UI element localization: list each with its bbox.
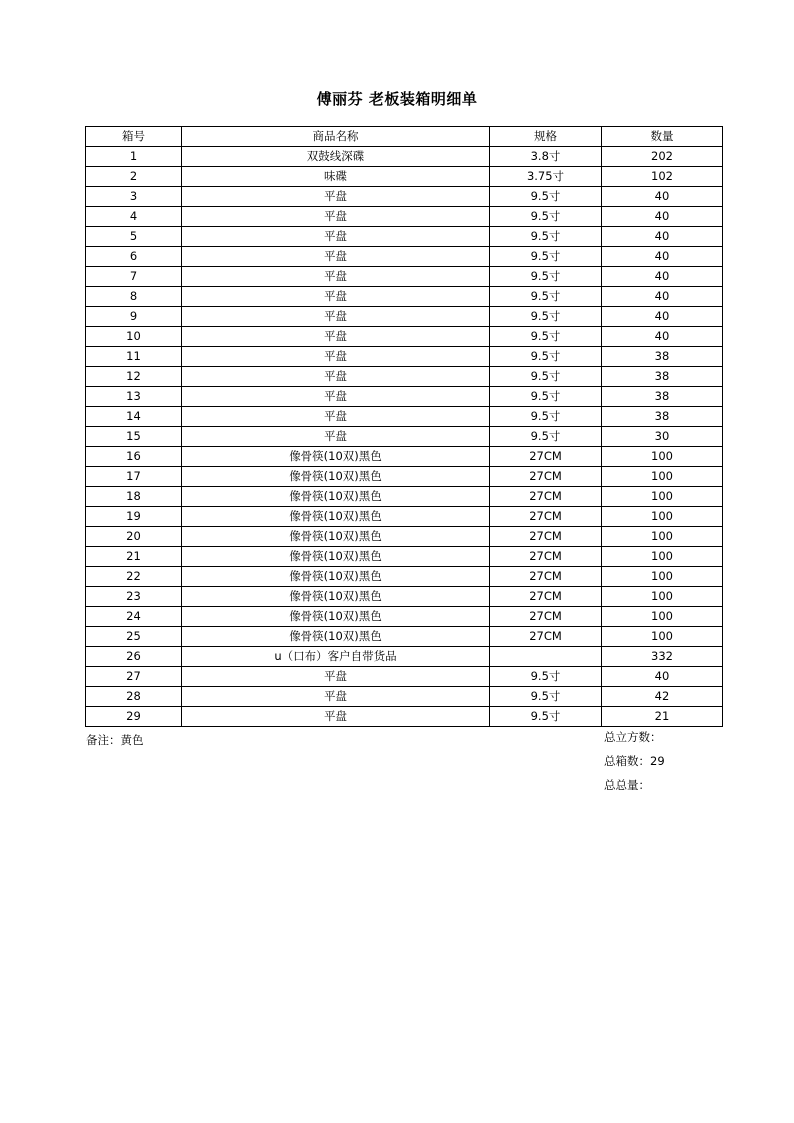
table-row: [86, 147, 723, 167]
cell-specification: 9.5寸: [490, 367, 602, 387]
cell-product-name: 平盘: [182, 267, 490, 287]
cell-specification: 3.75寸: [490, 167, 602, 187]
cell-box-number: 10: [86, 327, 182, 347]
cell-product-name: 像骨筷(10双)黑色: [182, 507, 490, 527]
cell-specification: 9.5寸: [490, 207, 602, 227]
table-row: [86, 247, 723, 267]
cell-product-name: 平盘: [182, 307, 490, 327]
cell-quantity: 100: [602, 527, 723, 547]
table-row: [86, 187, 723, 207]
cell-specification: 27CM: [490, 587, 602, 607]
total-volume: 总立方数：: [604, 730, 662, 744]
total-weight: 总总量：: [604, 778, 650, 792]
table-row: [86, 167, 723, 187]
cell-specification: 9.5寸: [490, 427, 602, 447]
cell-box-number: 27: [86, 667, 182, 687]
cell-product-name: 像骨筷(10双)黑色: [182, 447, 490, 467]
cell-specification: 27CM: [490, 567, 602, 587]
cell-quantity: 38: [602, 347, 723, 367]
cell-specification: 9.5寸: [490, 387, 602, 407]
cell-box-number: 14: [86, 407, 182, 427]
cell-specification: 9.5寸: [490, 667, 602, 687]
remark-note: 备注：黄色: [86, 733, 144, 747]
cell-box-number: 21: [86, 547, 182, 567]
cell-specification: 9.5寸: [490, 187, 602, 207]
table-row: [86, 607, 723, 627]
cell-quantity: 100: [602, 567, 723, 587]
cell-product-name: 像骨筷(10双)黑色: [182, 467, 490, 487]
cell-box-number: 20: [86, 527, 182, 547]
cell-product-name: 平盘: [182, 707, 490, 727]
cell-product-name: 平盘: [182, 207, 490, 227]
table-row: [86, 207, 723, 227]
cell-box-number: 2: [86, 167, 182, 187]
cell-quantity: 100: [602, 547, 723, 567]
table-row: [86, 287, 723, 307]
table-row: [86, 307, 723, 327]
cell-specification: 3.8寸: [490, 147, 602, 167]
document-title: 傅丽芬 老板装箱明细单: [316, 90, 478, 108]
table-row: [86, 367, 723, 387]
cell-box-number: 8: [86, 287, 182, 307]
table-header-row: [86, 127, 723, 147]
cell-quantity: 21: [602, 707, 723, 727]
cell-quantity: 40: [602, 327, 723, 347]
table-row: [86, 627, 723, 647]
table-row: [86, 707, 723, 727]
cell-specification: 27CM: [490, 467, 602, 487]
cell-quantity: 40: [602, 207, 723, 227]
cell-product-name: 平盘: [182, 407, 490, 427]
cell-specification: 9.5寸: [490, 707, 602, 727]
cell-specification: 9.5寸: [490, 307, 602, 327]
cell-box-number: 18: [86, 487, 182, 507]
table-row: [86, 687, 723, 707]
cell-specification: 9.5寸: [490, 227, 602, 247]
table-row: [86, 427, 723, 447]
cell-box-number: 12: [86, 367, 182, 387]
cell-quantity: 100: [602, 487, 723, 507]
table-row: [86, 507, 723, 527]
cell-box-number: 23: [86, 587, 182, 607]
cell-box-number: 29: [86, 707, 182, 727]
cell-product-name: 平盘: [182, 387, 490, 407]
table-row: [86, 547, 723, 567]
cell-quantity: 332: [602, 647, 723, 667]
cell-box-number: 26: [86, 647, 182, 667]
cell-quantity: 40: [602, 307, 723, 327]
header-specification: 规格: [490, 127, 602, 147]
cell-specification: 9.5寸: [490, 267, 602, 287]
cell-box-number: 24: [86, 607, 182, 627]
cell-box-number: 9: [86, 307, 182, 327]
cell-box-number: 3: [86, 187, 182, 207]
cell-product-name: 像骨筷(10双)黑色: [182, 527, 490, 547]
table-row: [86, 587, 723, 607]
cell-product-name: 平盘: [182, 287, 490, 307]
table-row: [86, 347, 723, 367]
cell-specification: 9.5寸: [490, 247, 602, 267]
cell-product-name: 像骨筷(10双)黑色: [182, 627, 490, 647]
cell-box-number: 16: [86, 447, 182, 467]
cell-specification: [490, 647, 602, 667]
table-row: [86, 447, 723, 467]
cell-box-number: 25: [86, 627, 182, 647]
table-row: [86, 267, 723, 287]
cell-product-name: 平盘: [182, 227, 490, 247]
table-row: [86, 407, 723, 427]
cell-quantity: 38: [602, 367, 723, 387]
cell-quantity: 40: [602, 187, 723, 207]
cell-specification: 27CM: [490, 507, 602, 527]
cell-quantity: 100: [602, 467, 723, 487]
cell-quantity: 100: [602, 507, 723, 527]
header-box-number: 箱号: [86, 127, 182, 147]
table-row: [86, 227, 723, 247]
cell-specification: 27CM: [490, 547, 602, 567]
total-boxes: 总箱数：29: [604, 754, 665, 768]
table-row: [86, 567, 723, 587]
cell-specification: 27CM: [490, 627, 602, 647]
cell-specification: 27CM: [490, 487, 602, 507]
table-row: [86, 387, 723, 407]
cell-box-number: 17: [86, 467, 182, 487]
cell-quantity: 40: [602, 667, 723, 687]
cell-product-name: 平盘: [182, 667, 490, 687]
cell-box-number: 22: [86, 567, 182, 587]
cell-product-name: 味碟: [182, 167, 490, 187]
cell-quantity: 38: [602, 387, 723, 407]
table-row: [86, 647, 723, 667]
cell-box-number: 19: [86, 507, 182, 527]
cell-specification: 9.5寸: [490, 287, 602, 307]
cell-box-number: 13: [86, 387, 182, 407]
cell-product-name: 像骨筷(10双)黑色: [182, 607, 490, 627]
cell-box-number: 15: [86, 427, 182, 447]
cell-quantity: 42: [602, 687, 723, 707]
cell-product-name: 像骨筷(10双)黑色: [182, 567, 490, 587]
cell-product-name: 平盘: [182, 427, 490, 447]
cell-product-name: 平盘: [182, 347, 490, 367]
cell-quantity: 38: [602, 407, 723, 427]
cell-specification: 9.5寸: [490, 347, 602, 367]
cell-quantity: 100: [602, 607, 723, 627]
cell-box-number: 11: [86, 347, 182, 367]
cell-product-name: 像骨筷(10双)黑色: [182, 487, 490, 507]
table-row: [86, 467, 723, 487]
cell-product-name: 平盘: [182, 327, 490, 347]
cell-box-number: 4: [86, 207, 182, 227]
cell-quantity: 202: [602, 147, 723, 167]
cell-specification: 27CM: [490, 527, 602, 547]
cell-specification: 9.5寸: [490, 687, 602, 707]
cell-product-name: 平盘: [182, 187, 490, 207]
header-quantity: 数量: [602, 127, 723, 147]
packing-list-table: [85, 126, 723, 727]
cell-product-name: 像骨筷(10双)黑色: [182, 547, 490, 567]
cell-product-name: 平盘: [182, 687, 490, 707]
cell-box-number: 5: [86, 227, 182, 247]
cell-quantity: 102: [602, 167, 723, 187]
cell-product-name: 像骨筷(10双)黑色: [182, 587, 490, 607]
cell-quantity: 40: [602, 247, 723, 267]
cell-product-name: u（口布）客户自带货品: [182, 647, 490, 667]
cell-box-number: 6: [86, 247, 182, 267]
table-row: [86, 327, 723, 347]
cell-box-number: 28: [86, 687, 182, 707]
table-row: [86, 527, 723, 547]
cell-quantity: 100: [602, 627, 723, 647]
summary-block: [604, 729, 665, 801]
cell-product-name: 平盘: [182, 367, 490, 387]
cell-quantity: 40: [602, 267, 723, 287]
cell-specification: 27CM: [490, 607, 602, 627]
cell-specification: 27CM: [490, 447, 602, 467]
cell-quantity: 40: [602, 287, 723, 307]
table-body: [86, 147, 723, 727]
cell-specification: 9.5寸: [490, 407, 602, 427]
cell-quantity: 40: [602, 227, 723, 247]
header-product-name: 商品名称: [182, 127, 490, 147]
cell-quantity: 30: [602, 427, 723, 447]
cell-quantity: 100: [602, 587, 723, 607]
cell-box-number: 7: [86, 267, 182, 287]
cell-box-number: 1: [86, 147, 182, 167]
cell-product-name: 平盘: [182, 247, 490, 267]
cell-product-name: 双鼓线深碟: [182, 147, 490, 167]
cell-quantity: 100: [602, 447, 723, 467]
cell-specification: 9.5寸: [490, 327, 602, 347]
table-row: [86, 487, 723, 507]
table-row: [86, 667, 723, 687]
